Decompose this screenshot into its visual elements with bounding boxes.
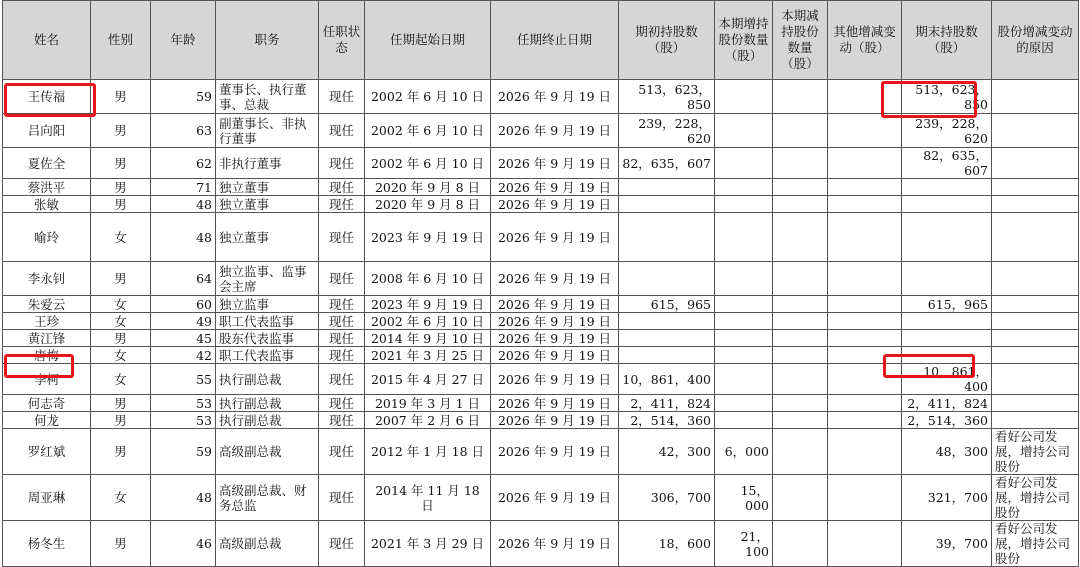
cell-other-change — [828, 412, 902, 429]
cell-status: 现任 — [319, 196, 365, 213]
table-row — [3, 347, 1079, 364]
cell-end-shares: 2，411，824 — [902, 395, 992, 412]
cell-other-change — [828, 262, 902, 296]
cell-reason — [992, 364, 1079, 395]
cell-begin-shares: 10，861，400 — [619, 364, 715, 395]
cell-status: 现任 — [319, 475, 365, 521]
cell-title: 执行副总裁 — [216, 412, 319, 429]
cell-title: 非执行董事 — [216, 148, 319, 179]
cell-gender: 男 — [91, 521, 151, 567]
cell-decrease — [773, 330, 828, 347]
table-body — [3, 80, 1079, 567]
cell-name: 罗红斌 — [3, 429, 91, 475]
cell-status: 现任 — [319, 364, 365, 395]
table-row — [3, 395, 1079, 412]
cell-start-date: 2020 年 9 月 8 日 — [365, 196, 491, 213]
cell-other-change — [828, 148, 902, 179]
table-row — [3, 429, 1079, 475]
cell-other-change — [828, 330, 902, 347]
cell-end-date: 2026 年 9 月 19 日 — [491, 213, 619, 262]
cell-age: 48 — [151, 213, 216, 262]
cell-begin-shares: 2，514，360 — [619, 412, 715, 429]
cell-gender: 男 — [91, 262, 151, 296]
header-increase: 本期增持股份数量（股） — [715, 1, 773, 80]
cell-begin-shares: 239，228，620 — [619, 114, 715, 148]
cell-begin-shares: 2，411，824 — [619, 395, 715, 412]
cell-age: 64 — [151, 262, 216, 296]
cell-title: 职工代表监事 — [216, 313, 319, 330]
cell-status: 现任 — [319, 330, 365, 347]
cell-age: 53 — [151, 412, 216, 429]
cell-name: 周亚琳 — [3, 475, 91, 521]
cell-reason — [992, 347, 1079, 364]
header-begin-shares: 期初持股数（股） — [619, 1, 715, 80]
cell-start-date: 2002 年 6 月 10 日 — [365, 313, 491, 330]
cell-decrease — [773, 347, 828, 364]
cell-begin-shares — [619, 262, 715, 296]
cell-other-change — [828, 80, 902, 114]
cell-start-date: 2008 年 6 月 10 日 — [365, 262, 491, 296]
cell-status: 现任 — [319, 296, 365, 313]
cell-age: 55 — [151, 364, 216, 395]
cell-increase — [715, 364, 773, 395]
cell-increase: 15，000 — [715, 475, 773, 521]
cell-age: 53 — [151, 395, 216, 412]
cell-begin-shares: 615，965 — [619, 296, 715, 313]
cell-other-change — [828, 296, 902, 313]
table-row — [3, 475, 1079, 521]
header-gender: 性别 — [91, 1, 151, 80]
cell-start-date: 2014 年 11 月 18 日 — [365, 475, 491, 521]
cell-begin-shares — [619, 213, 715, 262]
cell-reason — [992, 412, 1079, 429]
cell-start-date: 2019 年 3 月 1 日 — [365, 395, 491, 412]
cell-name: 张敏 — [3, 196, 91, 213]
cell-other-change — [828, 179, 902, 196]
header-name: 姓名 — [3, 1, 91, 80]
cell-reason — [992, 148, 1079, 179]
cell-gender: 男 — [91, 412, 151, 429]
cell-decrease — [773, 395, 828, 412]
cell-reason: 看好公司发展，增持公司股份 — [992, 429, 1079, 475]
table-row — [3, 412, 1079, 429]
cell-decrease — [773, 262, 828, 296]
cell-other-change — [828, 364, 902, 395]
header-age: 年龄 — [151, 1, 216, 80]
cell-status: 现任 — [319, 395, 365, 412]
cell-end-shares — [902, 196, 992, 213]
cell-status: 现任 — [319, 262, 365, 296]
cell-begin-shares: 18，600 — [619, 521, 715, 567]
cell-increase — [715, 80, 773, 114]
cell-name: 夏佐全 — [3, 148, 91, 179]
cell-reason: 看好公司发展，增持公司股份 — [992, 475, 1079, 521]
cell-age: 48 — [151, 196, 216, 213]
cell-gender: 男 — [91, 80, 151, 114]
cell-end-date: 2026 年 9 月 19 日 — [491, 80, 619, 114]
cell-age: 62 — [151, 148, 216, 179]
cell-name: 王传福 — [3, 80, 91, 114]
cell-gender: 男 — [91, 395, 151, 412]
table-row — [3, 114, 1079, 148]
cell-begin-shares — [619, 196, 715, 213]
cell-start-date: 2012 年 1 月 18 日 — [365, 429, 491, 475]
cell-status: 现任 — [319, 412, 365, 429]
cell-end-date: 2026 年 9 月 19 日 — [491, 196, 619, 213]
cell-decrease — [773, 148, 828, 179]
cell-increase — [715, 148, 773, 179]
cell-increase — [715, 313, 773, 330]
cell-name: 王珍 — [3, 313, 91, 330]
cell-gender: 女 — [91, 475, 151, 521]
table-row — [3, 330, 1079, 347]
cell-end-shares — [902, 179, 992, 196]
cell-decrease — [773, 213, 828, 262]
cell-other-change — [828, 313, 902, 330]
cell-status: 现任 — [319, 148, 365, 179]
cell-status: 现任 — [319, 521, 365, 567]
cell-age: 49 — [151, 313, 216, 330]
cell-title: 高级副总裁 — [216, 429, 319, 475]
table-row — [3, 521, 1079, 567]
cell-status: 现任 — [319, 213, 365, 262]
cell-end-date: 2026 年 9 月 19 日 — [491, 395, 619, 412]
cell-gender: 女 — [91, 313, 151, 330]
cell-reason: 看好公司发展，增持公司股份 — [992, 521, 1079, 567]
cell-end-date: 2026 年 9 月 19 日 — [491, 521, 619, 567]
cell-end-date: 2026 年 9 月 19 日 — [491, 330, 619, 347]
shareholding-table — [2, 0, 1079, 567]
cell-end-date: 2026 年 9 月 19 日 — [491, 262, 619, 296]
cell-end-shares: 321，700 — [902, 475, 992, 521]
cell-start-date: 2007 年 2 月 6 日 — [365, 412, 491, 429]
cell-age: 71 — [151, 179, 216, 196]
cell-title: 执行副总裁 — [216, 395, 319, 412]
cell-increase — [715, 330, 773, 347]
cell-begin-shares: 513，623，850 — [619, 80, 715, 114]
cell-age: 45 — [151, 330, 216, 347]
cell-end-date: 2026 年 9 月 19 日 — [491, 296, 619, 313]
cell-age: 59 — [151, 429, 216, 475]
cell-increase: 6，000 — [715, 429, 773, 475]
cell-start-date: 2020 年 9 月 8 日 — [365, 179, 491, 196]
cell-reason — [992, 296, 1079, 313]
header-start-date: 任期起始日期 — [365, 1, 491, 80]
cell-increase — [715, 412, 773, 429]
table-row — [3, 262, 1079, 296]
cell-increase — [715, 395, 773, 412]
cell-title: 副董事长、非执行董事 — [216, 114, 319, 148]
cell-begin-shares — [619, 179, 715, 196]
header-status: 任职状态 — [319, 1, 365, 80]
cell-begin-shares: 82，635，607 — [619, 148, 715, 179]
cell-gender: 女 — [91, 296, 151, 313]
cell-other-change — [828, 213, 902, 262]
cell-increase — [715, 196, 773, 213]
cell-other-change — [828, 475, 902, 521]
cell-reason — [992, 330, 1079, 347]
cell-decrease — [773, 429, 828, 475]
cell-age: 42 — [151, 347, 216, 364]
cell-increase — [715, 179, 773, 196]
cell-end-date: 2026 年 9 月 19 日 — [491, 347, 619, 364]
cell-reason — [992, 313, 1079, 330]
header-end-shares: 期末持股数（股） — [902, 1, 992, 80]
cell-begin-shares — [619, 330, 715, 347]
cell-end-date: 2026 年 9 月 19 日 — [491, 148, 619, 179]
cell-decrease — [773, 521, 828, 567]
cell-name: 吕向阳 — [3, 114, 91, 148]
cell-start-date: 2002 年 6 月 10 日 — [365, 114, 491, 148]
cell-status: 现任 — [319, 114, 365, 148]
cell-title: 独立董事 — [216, 179, 319, 196]
cell-end-date: 2026 年 9 月 19 日 — [491, 475, 619, 521]
table-row — [3, 296, 1079, 313]
cell-end-date: 2026 年 9 月 19 日 — [491, 429, 619, 475]
cell-reason — [992, 179, 1079, 196]
header-title: 职务 — [216, 1, 319, 80]
cell-end-date: 2026 年 9 月 19 日 — [491, 412, 619, 429]
cell-title: 执行副总裁 — [216, 364, 319, 395]
cell-end-shares: 2，514，360 — [902, 412, 992, 429]
cell-title: 高级副总裁、财务总监 — [216, 475, 319, 521]
cell-gender: 男 — [91, 330, 151, 347]
cell-gender: 男 — [91, 148, 151, 179]
cell-decrease — [773, 364, 828, 395]
cell-name: 李永钊 — [3, 262, 91, 296]
cell-reason — [992, 80, 1079, 114]
cell-title: 高级副总裁 — [216, 521, 319, 567]
cell-start-date: 2002 年 6 月 10 日 — [365, 148, 491, 179]
header-reason: 股份增减变动的原因 — [992, 1, 1079, 80]
cell-start-date: 2002 年 6 月 10 日 — [365, 80, 491, 114]
cell-name: 蔡洪平 — [3, 179, 91, 196]
cell-title: 独立董事 — [216, 196, 319, 213]
cell-decrease — [773, 80, 828, 114]
cell-name: 唐梅 — [3, 347, 91, 364]
cell-decrease — [773, 412, 828, 429]
cell-name: 李柯 — [3, 364, 91, 395]
cell-gender: 男 — [91, 196, 151, 213]
header-other-change: 其他增减变动（股） — [828, 1, 902, 80]
cell-other-change — [828, 347, 902, 364]
cell-start-date: 2015 年 4 月 27 日 — [365, 364, 491, 395]
cell-end-shares: 615，965 — [902, 296, 992, 313]
cell-other-change — [828, 429, 902, 475]
cell-title: 独立监事、监事会主席 — [216, 262, 319, 296]
cell-begin-shares: 306，700 — [619, 475, 715, 521]
cell-gender: 男 — [91, 114, 151, 148]
cell-other-change — [828, 114, 902, 148]
cell-status: 现任 — [319, 347, 365, 364]
table-row — [3, 148, 1079, 179]
cell-reason — [992, 262, 1079, 296]
cell-start-date: 2021 年 3 月 25 日 — [365, 347, 491, 364]
cell-end-date: 2026 年 9 月 19 日 — [491, 364, 619, 395]
cell-end-shares — [902, 330, 992, 347]
cell-end-shares: 48，300 — [902, 429, 992, 475]
cell-age: 46 — [151, 521, 216, 567]
cell-gender: 男 — [91, 179, 151, 196]
cell-decrease — [773, 196, 828, 213]
cell-start-date: 2021 年 3 月 29 日 — [365, 521, 491, 567]
cell-start-date: 2014 年 9 月 10 日 — [365, 330, 491, 347]
cell-begin-shares: 42，300 — [619, 429, 715, 475]
cell-status: 现任 — [319, 179, 365, 196]
header-end-date: 任期终止日期 — [491, 1, 619, 80]
cell-status: 现任 — [319, 80, 365, 114]
cell-begin-shares — [619, 313, 715, 330]
cell-increase — [715, 347, 773, 364]
cell-gender: 女 — [91, 213, 151, 262]
cell-title: 董事长、执行董事、总裁 — [216, 80, 319, 114]
cell-name: 何龙 — [3, 412, 91, 429]
cell-age: 60 — [151, 296, 216, 313]
table-row — [3, 313, 1079, 330]
cell-decrease — [773, 475, 828, 521]
table-row — [3, 213, 1079, 262]
cell-increase — [715, 296, 773, 313]
cell-end-date: 2026 年 9 月 19 日 — [491, 313, 619, 330]
cell-decrease — [773, 179, 828, 196]
cell-status: 现任 — [319, 429, 365, 475]
table-row — [3, 80, 1079, 114]
cell-start-date: 2023 年 9 月 19 日 — [365, 296, 491, 313]
cell-age: 48 — [151, 475, 216, 521]
cell-end-shares: 239，228，620 — [902, 114, 992, 148]
cell-age: 59 — [151, 80, 216, 114]
cell-increase — [715, 213, 773, 262]
cell-other-change — [828, 196, 902, 213]
cell-status: 现任 — [319, 313, 365, 330]
cell-end-shares: 82，635，607 — [902, 148, 992, 179]
cell-gender: 男 — [91, 429, 151, 475]
table-row — [3, 179, 1079, 196]
table-row — [3, 196, 1079, 213]
cell-title: 独立监事 — [216, 296, 319, 313]
cell-increase — [715, 114, 773, 148]
cell-end-date: 2026 年 9 月 19 日 — [491, 114, 619, 148]
cell-end-shares: 513，623，850 — [902, 80, 992, 114]
cell-end-shares — [902, 213, 992, 262]
cell-end-shares — [902, 262, 992, 296]
cell-name: 喻玲 — [3, 213, 91, 262]
cell-name: 何志奇 — [3, 395, 91, 412]
table-header — [3, 1, 1079, 80]
cell-end-date: 2026 年 9 月 19 日 — [491, 179, 619, 196]
cell-reason — [992, 196, 1079, 213]
cell-reason — [992, 395, 1079, 412]
cell-reason — [992, 213, 1079, 262]
cell-increase: 21，100 — [715, 521, 773, 567]
cell-end-shares — [902, 347, 992, 364]
cell-end-shares: 39，700 — [902, 521, 992, 567]
cell-start-date: 2023 年 9 月 19 日 — [365, 213, 491, 262]
cell-reason — [992, 114, 1079, 148]
header-decrease: 本期减持股份数量（股） — [773, 1, 828, 80]
cell-decrease — [773, 114, 828, 148]
table-row — [3, 364, 1079, 395]
cell-name: 杨冬生 — [3, 521, 91, 567]
cell-name: 朱爱云 — [3, 296, 91, 313]
cell-age: 63 — [151, 114, 216, 148]
cell-other-change — [828, 521, 902, 567]
cell-decrease — [773, 313, 828, 330]
cell-begin-shares — [619, 347, 715, 364]
cell-name: 黄江锋 — [3, 330, 91, 347]
cell-increase — [715, 262, 773, 296]
cell-title: 股东代表监事 — [216, 330, 319, 347]
cell-title: 职工代表监事 — [216, 347, 319, 364]
cell-end-shares: 10，861，400 — [902, 364, 992, 395]
cell-gender: 女 — [91, 347, 151, 364]
cell-decrease — [773, 296, 828, 313]
cell-title: 独立董事 — [216, 213, 319, 262]
cell-gender: 女 — [91, 364, 151, 395]
cell-end-shares — [902, 313, 992, 330]
cell-other-change — [828, 395, 902, 412]
